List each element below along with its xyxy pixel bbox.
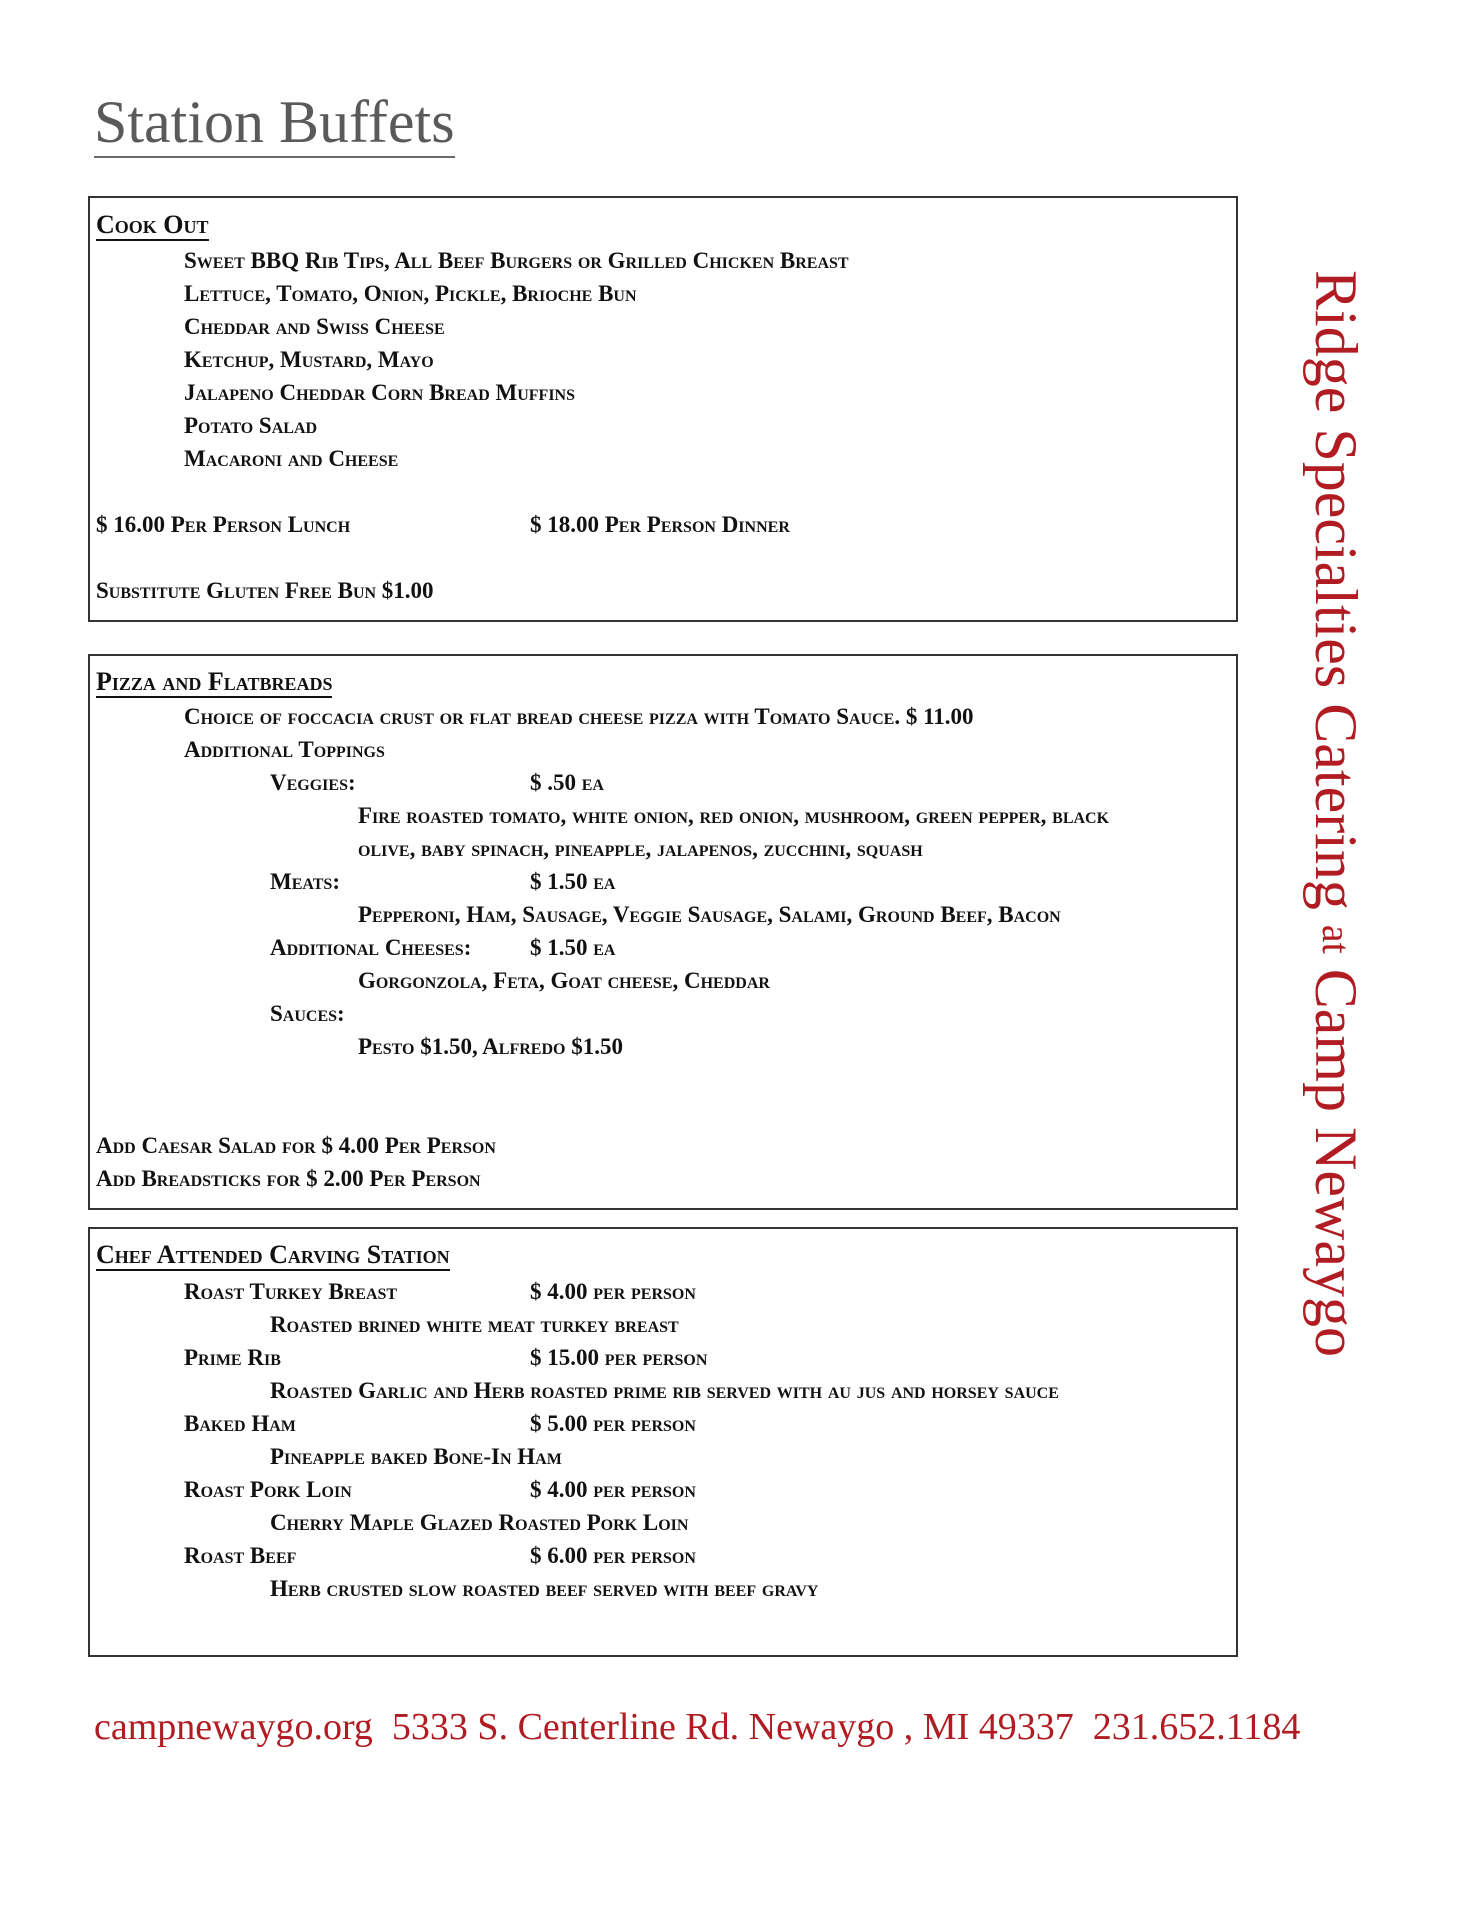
carving-item-name: Roast Turkey Breast [184,1279,398,1304]
page-title: Station Buffets [94,92,455,158]
carving-item-name: Roast Beef [184,1543,297,1568]
side-title-part2: at [1314,924,1359,954]
veggies-list: olive, baby spinach, pineapple, jalapenos, zucchini, squash [358,836,923,861]
cookout-item: Ketchup, Mustard, Mayo [184,347,434,372]
carving-item-name: Baked Ham [184,1411,296,1436]
carving-item-desc: Pineapple baked Bone-In Ham [270,1444,562,1469]
carving-item-desc: Roasted brined white meat turkey breast [270,1312,679,1337]
cookout-item: Lettuce, Tomato, Onion, Pickle, Brioche Bun [184,281,637,306]
carving-item-desc: Herb crusted slow roasted beef served with beef gravy [270,1576,819,1601]
cookout-substitute: Substitute Gluten Free Bun $1.00 [96,578,434,603]
cookout-item: Cheddar and Swiss Cheese [184,314,445,339]
cheeses-label: Additional Cheeses: [270,935,472,960]
pizza-additional-toppings: Additional Toppings [184,737,385,762]
veggies-price: $ .50 ea [530,770,604,795]
pizza-section [88,654,1238,1210]
side-title-part1: Ridge Specialties Catering [1303,270,1369,910]
side-title [1303,270,1369,1357]
meats-price: $ 1.50 ea [530,869,616,894]
carving-item-desc: Roasted Garlic and Herb roasted prime rib served with au jus and horsey sauce [270,1378,1059,1403]
veggies-label: Veggies: [270,770,356,795]
carving-item-price: $ 4.00 per person [530,1477,696,1502]
cheeses-list: Gorgonzola, Feta, Goat cheese, Cheddar [358,968,770,993]
cookout-heading: Cook Out [96,210,209,239]
add-caesar: Add Caesar Salad for $ 4.00 Per Person [96,1133,496,1158]
sauces-label: Sauces: [270,1001,345,1026]
cookout-item: Sweet BBQ Rib Tips, All Beef Burgers or Grilled Chicken Breast [184,248,849,273]
cheeses-price: $ 1.50 ea [530,935,616,960]
side-title-part3: Camp Newaygo [1303,968,1369,1357]
carving-item-desc: Cherry Maple Glazed Roasted Pork Loin [270,1510,689,1535]
sauces-list: Pesto $1.50, Alfredo $1.50 [358,1034,623,1059]
carving-section [88,1227,1238,1657]
carving-item-price: $ 15.00 per person [530,1345,708,1370]
add-breadsticks: Add Breadsticks for $ 2.00 Per Person [96,1166,481,1191]
cookout-price-lunch: $ 16.00 Per Person Lunch [96,512,351,537]
cookout-section [88,196,1238,622]
carving-item-price: $ 4.00 per person [530,1279,696,1304]
carving-heading: Chef Attended Carving Station [96,1240,450,1269]
pizza-choice: Choice of foccacia crust or flat bread cheese pizza with Tomato Sauce. $ 11.00 [184,704,974,729]
pizza-heading: Pizza and Flatbreads [96,667,333,696]
veggies-list: Fire roasted tomato, white onion, red onion, mushroom, green pepper, black [358,803,1110,828]
footer-contact: campnewaygo.org 5333 S. Centerline Rd. Newaygo , MI 49337 231.652.1184 [94,1706,1301,1748]
carving-item-name: Roast Pork Loin [184,1477,352,1502]
cookout-item: Potato Salad [184,413,318,438]
meats-label: Meats: [270,869,340,894]
carving-item-name: Prime Rib [184,1345,281,1370]
cookout-item: Macaroni and Cheese [184,446,399,471]
carving-item-price: $ 6.00 per person [530,1543,696,1568]
meats-list: Pepperoni, Ham, Sausage, Veggie Sausage, Salami, Ground Beef, Bacon [358,902,1061,927]
cookout-price-dinner: $ 18.00 Per Person Dinner [530,512,790,537]
carving-item-price: $ 5.00 per person [530,1411,696,1436]
cookout-item: Jalapeno Cheddar Corn Bread Muffins [184,380,576,405]
